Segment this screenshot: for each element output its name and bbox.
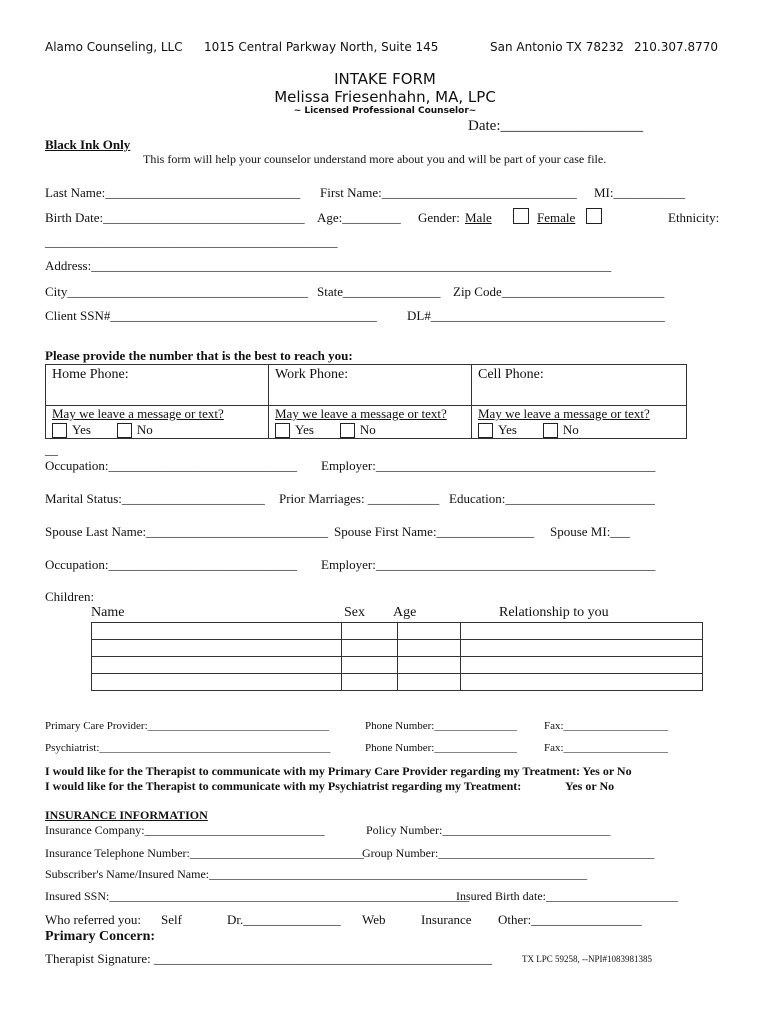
consent-psychiatrist-options[interactable]: Yes or No <box>565 779 615 793</box>
home-phone-label: Home Phone: <box>52 367 129 382</box>
children-table <box>91 622 703 691</box>
work-message-no-checkbox[interactable] <box>340 423 355 438</box>
children-label: Children: <box>45 589 95 604</box>
counselor-name: Melissa Friesenhahn, MA, LPC <box>274 88 496 106</box>
practice-street: 1015 Central Parkway North, Suite 145 <box>204 40 439 54</box>
license-info: TX LPC 59258, --NPI#1083981385 <box>522 954 652 964</box>
form-title: INTAKE FORM <box>334 70 436 88</box>
consent-psychiatrist: I would like for the Therapist to communicate with my Psychiatrist regarding my Treatment: <box>45 779 522 793</box>
work-yes-label: Yes <box>295 422 314 437</box>
psychiatrist-fax-field[interactable]: Fax:___________________ <box>544 742 669 754</box>
gender-male-label: Male <box>465 210 492 225</box>
insurance-heading: INSURANCE INFORMATION <box>45 808 208 822</box>
marital-status-field[interactable]: Marital Status:______________________ <box>45 491 265 506</box>
pcp-phone-field[interactable]: Phone Number:_______________ <box>365 720 517 732</box>
table-row <box>92 674 703 691</box>
insured-birth-date-field[interactable]: Insured Birth date:______________________ <box>456 889 678 903</box>
pcp-fax-field[interactable]: Fax:___________________ <box>544 720 669 732</box>
ethnicity-field[interactable]: _____________________________________________ <box>45 234 338 249</box>
child-relationship-cell[interactable] <box>461 623 703 640</box>
work-message-cell <box>269 406 472 439</box>
child-sex-cell[interactable] <box>342 657 398 674</box>
home-message-question: May we leave a message or text? <box>52 406 224 421</box>
child-age-cell[interactable] <box>398 640 461 657</box>
prior-marriages-field[interactable]: Prior Marriages: ___________ <box>279 491 440 506</box>
spouse-occupation-field[interactable]: Occupation:_____________________________ <box>45 557 298 572</box>
children-col-name: Name <box>91 605 125 620</box>
cell-yes-label: Yes <box>498 422 517 437</box>
ethnicity-label: Ethnicity: <box>668 210 720 225</box>
referral-self-option[interactable]: Self <box>161 912 182 927</box>
children-col-sex: Sex <box>344 605 365 620</box>
child-age-cell[interactable] <box>398 674 461 691</box>
work-no-label: No <box>359 422 376 437</box>
work-phone-cell[interactable] <box>269 365 472 406</box>
table-row <box>92 640 703 657</box>
date-field[interactable]: Date:___________________ <box>468 118 643 134</box>
gender-label: Gender: <box>418 210 460 225</box>
occupation-field[interactable]: Occupation:_____________________________ <box>45 458 298 473</box>
spouse-last-name-field[interactable]: Spouse Last Name:____________________________ <box>45 524 329 539</box>
gender-male-checkbox[interactable] <box>513 208 529 224</box>
gender-female-label: Female <box>537 210 576 225</box>
age-field[interactable]: Age:_________ <box>317 210 401 225</box>
children-col-age: Age <box>393 605 417 620</box>
consent-pcp: I would like for the Therapist to communicate with my Primary Care Provider regarding my Treatment: Yes or No <box>45 764 632 778</box>
psychiatrist-phone-field[interactable]: Phone Number:_______________ <box>365 742 517 754</box>
child-age-cell[interactable] <box>398 623 461 640</box>
practice-phone: 210.307.8770 <box>634 40 718 54</box>
phone-section-heading: Please provide the number that is the best to reach you: <box>45 348 353 363</box>
education-field[interactable]: Education:_______________________ <box>449 491 655 506</box>
state-field[interactable]: State_______________ <box>317 284 441 299</box>
home-message-yes-checkbox[interactable] <box>52 423 67 438</box>
spouse-mi-field[interactable]: Spouse MI:___ <box>550 524 630 539</box>
practice-city: San Antonio TX 78232 <box>490 40 624 54</box>
cell-phone-label: Cell Phone: <box>478 367 544 382</box>
work-message-question: May we leave a message or text? <box>275 406 447 421</box>
home-message-cell <box>46 406 269 439</box>
therapist-signature-field[interactable]: Therapist Signature: ____________________________________________________ <box>45 951 493 966</box>
first-name-field[interactable]: First Name:______________________________ <box>320 185 577 200</box>
employer-field[interactable]: Employer:___________________________________________ <box>321 458 656 473</box>
client-ssn-field[interactable]: Client SSN#_________________________________________ <box>45 308 377 323</box>
home-no-label: No <box>136 422 153 437</box>
group-number-field[interactable]: Group Number:____________________________________ <box>362 846 655 860</box>
subscriber-name-field[interactable]: Subscriber's Name/Insured Name:_______________________________________________________________ <box>45 867 588 881</box>
child-sex-cell[interactable] <box>342 674 398 691</box>
home-message-no-checkbox[interactable] <box>117 423 132 438</box>
home-phone-cell[interactable] <box>46 365 269 406</box>
insurance-telephone-field[interactable]: Insurance Telephone Number:_____________________________ <box>45 846 364 860</box>
stray-mark: __ <box>45 442 58 457</box>
spouse-employer-field[interactable]: Employer:___________________________________________ <box>321 557 656 572</box>
form-purpose: This form will help your counselor understand more about you and will be part of your case file. <box>143 152 607 166</box>
phone-table <box>45 364 687 439</box>
referral-doctor-field[interactable]: Dr._______________ <box>227 912 341 927</box>
child-name-cell[interactable] <box>92 674 342 691</box>
cell-message-cell <box>472 406 687 439</box>
referral-insurance-option[interactable]: Insurance <box>421 912 472 927</box>
child-name-cell[interactable] <box>92 623 342 640</box>
referral-web-option[interactable]: Web <box>362 912 386 927</box>
psychiatrist-field[interactable]: Psychiatrist:__________________________________________ <box>45 742 331 754</box>
primary-concern-label: Primary Concern: <box>45 929 156 944</box>
home-yes-label: Yes <box>72 422 91 437</box>
insured-ssn-field[interactable]: Insured SSN:____________________________________________________________ <box>45 889 470 903</box>
zip-code-field[interactable]: Zip Code_________________________ <box>453 284 665 299</box>
referral-other-field[interactable]: Other:_________________ <box>498 912 642 927</box>
policy-number-field[interactable]: Policy Number:____________________________ <box>366 823 611 837</box>
spouse-first-name-field[interactable]: Spouse First Name:_______________ <box>334 524 535 539</box>
child-relationship-cell[interactable] <box>461 674 703 691</box>
city-field[interactable]: City_____________________________________ <box>45 284 308 299</box>
last-name-field[interactable]: Last Name:______________________________ <box>45 185 301 200</box>
cell-message-question: May we leave a message or text? <box>478 406 650 421</box>
children-col-relationship: Relationship to you <box>499 605 609 620</box>
child-relationship-cell[interactable] <box>461 640 703 657</box>
black-ink-notice: Black Ink Only <box>45 137 131 152</box>
birth-date-field[interactable]: Birth Date:_______________________________ <box>45 210 305 225</box>
table-row <box>92 657 703 674</box>
practice-name: Alamo Counseling, LLC <box>45 40 183 54</box>
child-name-cell[interactable] <box>92 657 342 674</box>
insurance-company-field[interactable]: Insurance Company:______________________________ <box>45 823 325 837</box>
cell-message-no-checkbox[interactable] <box>543 423 558 438</box>
child-sex-cell[interactable] <box>342 640 398 657</box>
cell-no-label: No <box>562 422 579 437</box>
work-phone-label: Work Phone: <box>275 367 349 382</box>
child-age-cell[interactable] <box>398 657 461 674</box>
cell-message-yes-checkbox[interactable] <box>478 423 493 438</box>
table-row <box>92 623 703 640</box>
work-message-yes-checkbox[interactable] <box>275 423 290 438</box>
counselor-credential: ~ Licensed Professional Counselor~ <box>293 106 477 116</box>
mi-field[interactable]: MI:___________ <box>594 185 685 200</box>
address-field[interactable]: Address:________________________________________________________________________________ <box>45 258 612 273</box>
cell-phone-cell[interactable] <box>472 365 687 406</box>
child-sex-cell[interactable] <box>342 623 398 640</box>
gender-female-checkbox[interactable] <box>586 208 602 224</box>
child-relationship-cell[interactable] <box>461 657 703 674</box>
dl-field[interactable]: DL#____________________________________ <box>407 308 665 323</box>
referral-label: Who referred you: <box>45 912 142 927</box>
child-name-cell[interactable] <box>92 640 342 657</box>
pcp-field[interactable]: Primary Care Provider:_________________________________ <box>45 720 330 732</box>
